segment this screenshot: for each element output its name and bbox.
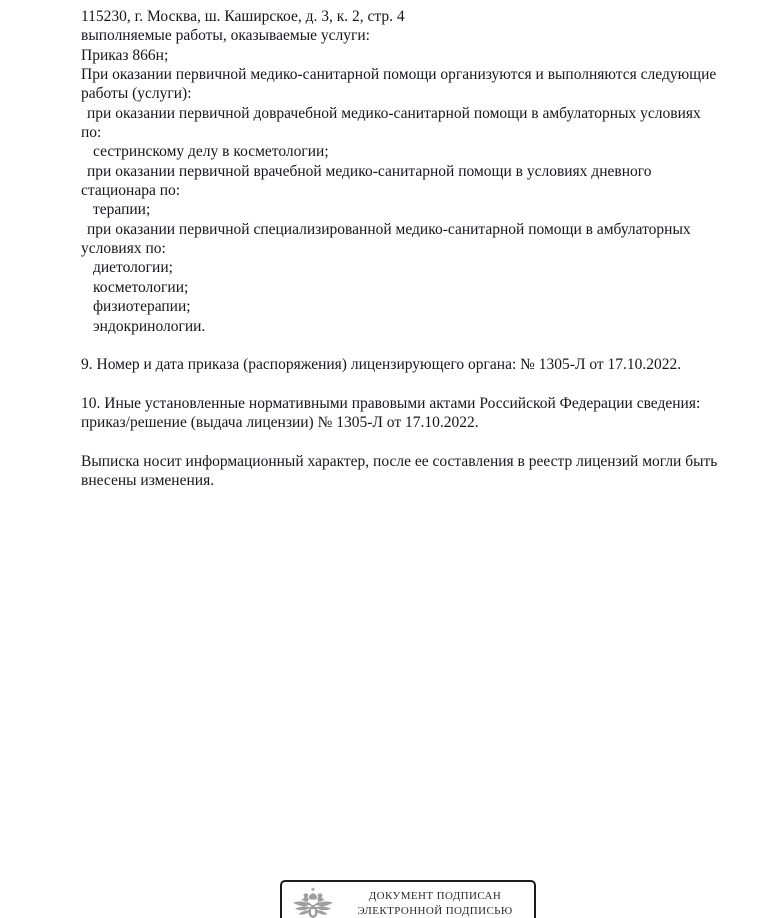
signature-stamp (280, 880, 536, 918)
doc-line: диетологии; (93, 259, 173, 277)
doc-line: выполняемые работы, оказываемые услуги: (81, 27, 370, 45)
doc-line: стационара по: (81, 182, 181, 200)
doc-line: Приказ 866н; (81, 46, 169, 64)
doc-line: 10. Иные установленные нормативными правовыми актами Российской Федерации сведения: (81, 394, 701, 412)
doc-line: условиях по: (81, 240, 166, 258)
document-lines (81, 7, 721, 491)
doc-line: физиотерапии; (93, 298, 191, 316)
stamp-line-2: ЭЛЕКТРОННОЙ ПОДПИСЬЮ (357, 904, 513, 917)
doc-line: работы (услуги): (81, 85, 192, 103)
doc-line: При оказании первичной медико-санитарной помощи организуются и выполняются следующие (81, 66, 717, 84)
doc-line: терапии; (93, 201, 151, 219)
doc-line: по: (81, 124, 102, 142)
doc-line: сестринскому делу в косметологии; (93, 143, 329, 161)
doc-line: приказ/решение (выдача лицензии) № 1305-Л от 17.10.2022. (81, 414, 479, 432)
doc-line: внесены изменения. (81, 472, 215, 490)
doc-line (81, 433, 721, 452)
doc-line: 9. Номер и дата приказа (распоряжения) лицензирующего органа: № 1305-Л от 17.10.2022. (81, 356, 682, 374)
doc-line: 115230, г. Москва, ш. Каширское, д. 3, к. 2, стр. 4 (81, 8, 405, 25)
doc-line (81, 336, 721, 355)
doc-line (81, 375, 721, 394)
doc-line: Выписка носит информационный характер, после ее составления в реестр лицензий могли быть (81, 452, 718, 470)
doc-line: эндокринологии. (93, 317, 206, 335)
stamp-line-1: ДОКУМЕНТ ПОДПИСАН (368, 890, 502, 902)
doc-line: косметологии; (93, 278, 189, 296)
stamp-text (340, 889, 530, 918)
doc-line: при оказании первичной доврачебной медико-санитарной помощи в амбулаторных условиях (87, 104, 701, 122)
russian-coat-of-arms-icon (291, 886, 335, 918)
doc-line: при оказании первичной врачебной медико-санитарной помощи в условиях дневного (87, 162, 652, 180)
doc-line: при оказании первичной специализированной медико-санитарной помощи в амбулаторных (87, 220, 691, 238)
